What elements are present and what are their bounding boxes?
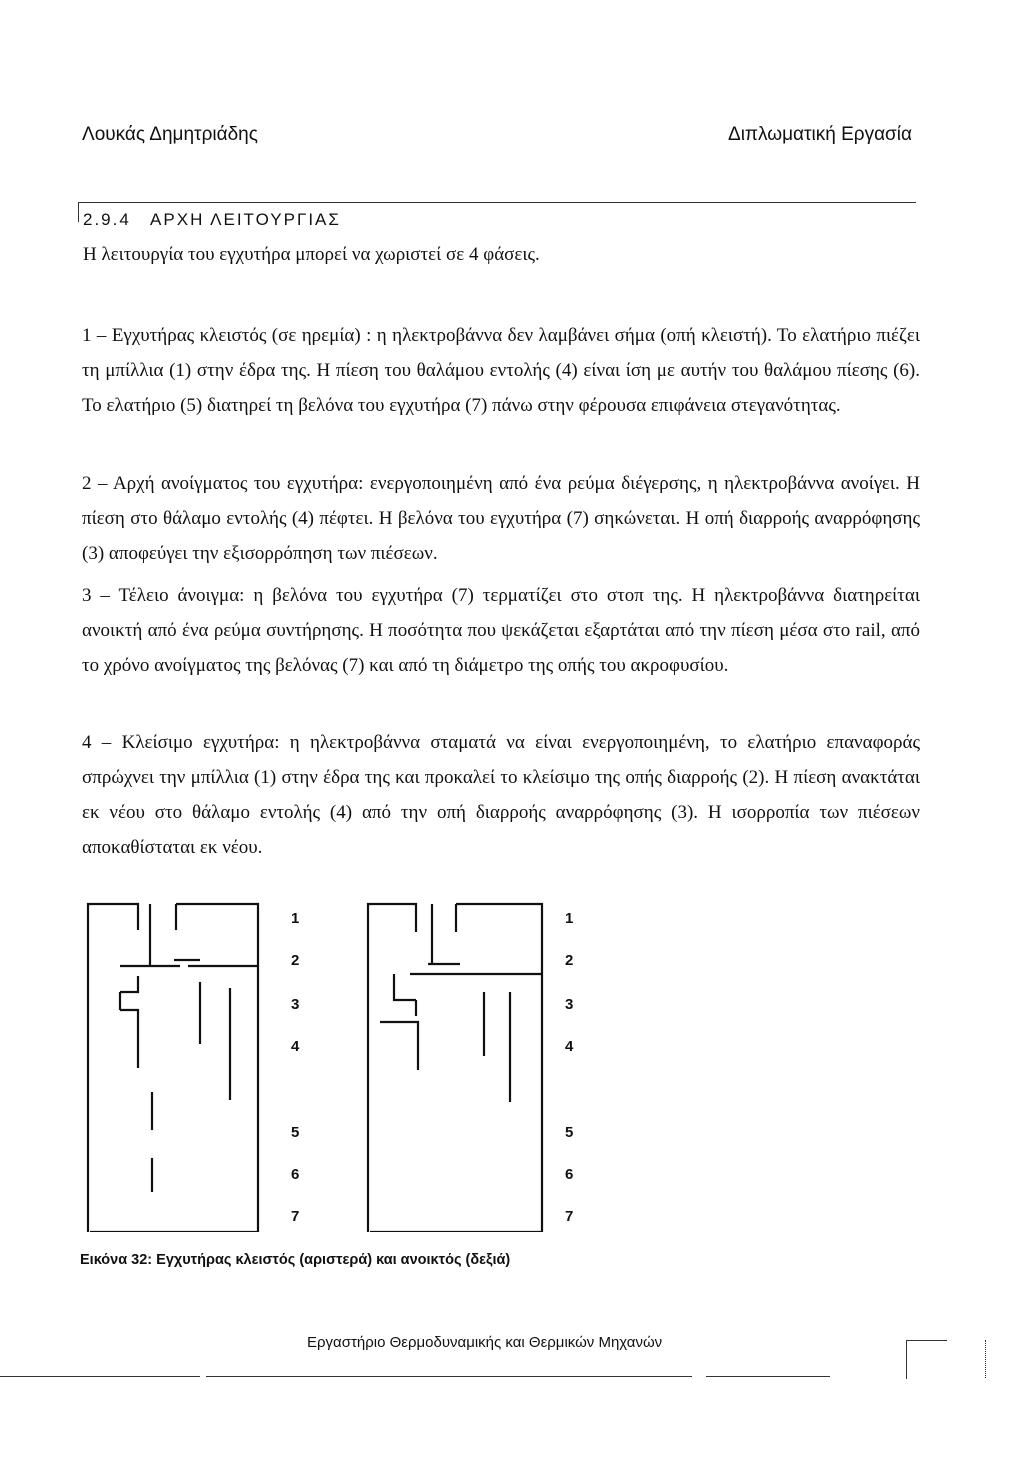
open-part-label-3: 3 xyxy=(565,996,574,1013)
intro-text: Η λειτουργία του εγχυτήρα μπορεί να χωριστεί σε 4 φάσεις. xyxy=(83,244,540,265)
section-rule-tick xyxy=(78,202,79,222)
closed-part-label-6: 6 xyxy=(291,1166,300,1183)
closed-part-label-4: 4 xyxy=(291,1038,300,1055)
paragraph-phase-3: 3 – Τέλειο άνοιγμα: η βελόνα του εγχυτήρα (7) τερματίζει στο στοπ της. Η ηλεκτροβάννα διατηρείται ανοικτή από ένα ρεύμα συντήρησης. Η ποσότητα που ψεκάζεται εξαρτάται από την πίεση μέσα στο rail, από το χρόνο ανοίγματος της βελόνας (7) και από τη διάμετρο της οπής του ακροφυσίου. xyxy=(82,585,920,676)
section-number: 2.9.4 xyxy=(83,210,131,229)
paragraph-phase-1: 1 – Εγχυτήρας κλειστός (σε ηρεμία) : η ηλεκτροβάννα δεν λαμβάνει σήμα (οπή κλειστή). Το ελατήριο πιέζει τη μπίλλια (1) στην έδρα της. Η πίεση του θαλάμου εντολής (4) είναι ίση με αυτήν του θαλάμου πίεσης (6). Το ελατήριο (5) διατηρεί τη βελόνα του εγχυτήρα (7) πάνω στην φέρουσα επιφάνεια στεγανότητας. xyxy=(82,325,920,416)
injector-figure xyxy=(80,892,600,1232)
header-document-type: Διπλωματική Εργασία xyxy=(728,124,912,145)
open-part-label-2: 2 xyxy=(565,952,574,969)
header-author: Λουκάς Δημητριάδης xyxy=(82,124,258,145)
closed-part-label-1: 1 xyxy=(291,910,300,927)
open-part-label-4: 4 xyxy=(565,1038,574,1055)
open-part-label-7: 7 xyxy=(565,1208,574,1225)
section-heading xyxy=(83,210,341,230)
footer-rule-middle xyxy=(206,1376,692,1377)
open-part-label-1: 1 xyxy=(565,910,574,927)
footer-lab-name: Εργαστήριο Θερμοδυναμικής και Θερμικών Μηχανών xyxy=(307,1334,663,1351)
closed-part-label-7: 7 xyxy=(291,1208,300,1225)
injector-closed-diagram xyxy=(88,904,258,1232)
open-part-label-6: 6 xyxy=(565,1166,574,1183)
footer-rule-left xyxy=(0,1376,200,1377)
figure-caption: Εικόνα 32: Εγχυτήρας κλειστός (αριστερά) και ανοικτός (δεξιά) xyxy=(80,1252,511,1268)
open-part-label-5: 5 xyxy=(565,1124,574,1141)
footer-edge-mark xyxy=(985,1340,986,1378)
paragraph-phase-2: 2 – Αρχή ανοίγματος του εγχυτήρα: ενεργοποιημένη από ένα ρεύμα διέγερσης, η ηλεκτροβάννα ανοίγει. Η πίεση στο θάλαμο εντολής (4) πέφτει. Η βελόνα του εγχυτήρα (7) σηκώνεται. Η οπή διαρροής αναρρόφησης (3) αποφεύγει την εξισορρόπηση των πιέσεων. xyxy=(82,473,920,564)
paragraph-phase-4: 4 – Κλείσιμο εγχυτήρα: η ηλεκτροβάννα σταματά να είναι ενεργοποιημένη, το ελατήριο επαναφοράς σπρώχνει την μπίλλια (1) στην έδρα της και προκαλεί το κλείσιμο της οπής διαρροής (2). Η πίεση ανακτάται εκ νέου στο θάλαμο εντολής (4) από την οπή διαρροής αναρρόφησης (3). Η ισορροπία των πιέσεων αποκαθίσταται εκ νέου. xyxy=(82,732,920,858)
closed-part-label-5: 5 xyxy=(291,1124,300,1141)
closed-part-label-3: 3 xyxy=(291,996,300,1013)
section-rule xyxy=(78,202,916,203)
footer-corner-mark xyxy=(906,1340,947,1379)
section-title: ΑΡΧΗ ΛΕΙΤΟΥΡΓΙΑΣ xyxy=(150,210,341,229)
closed-part-label-2: 2 xyxy=(291,952,300,969)
injector-open-diagram xyxy=(368,904,542,1232)
footer-rule-right xyxy=(706,1376,830,1377)
